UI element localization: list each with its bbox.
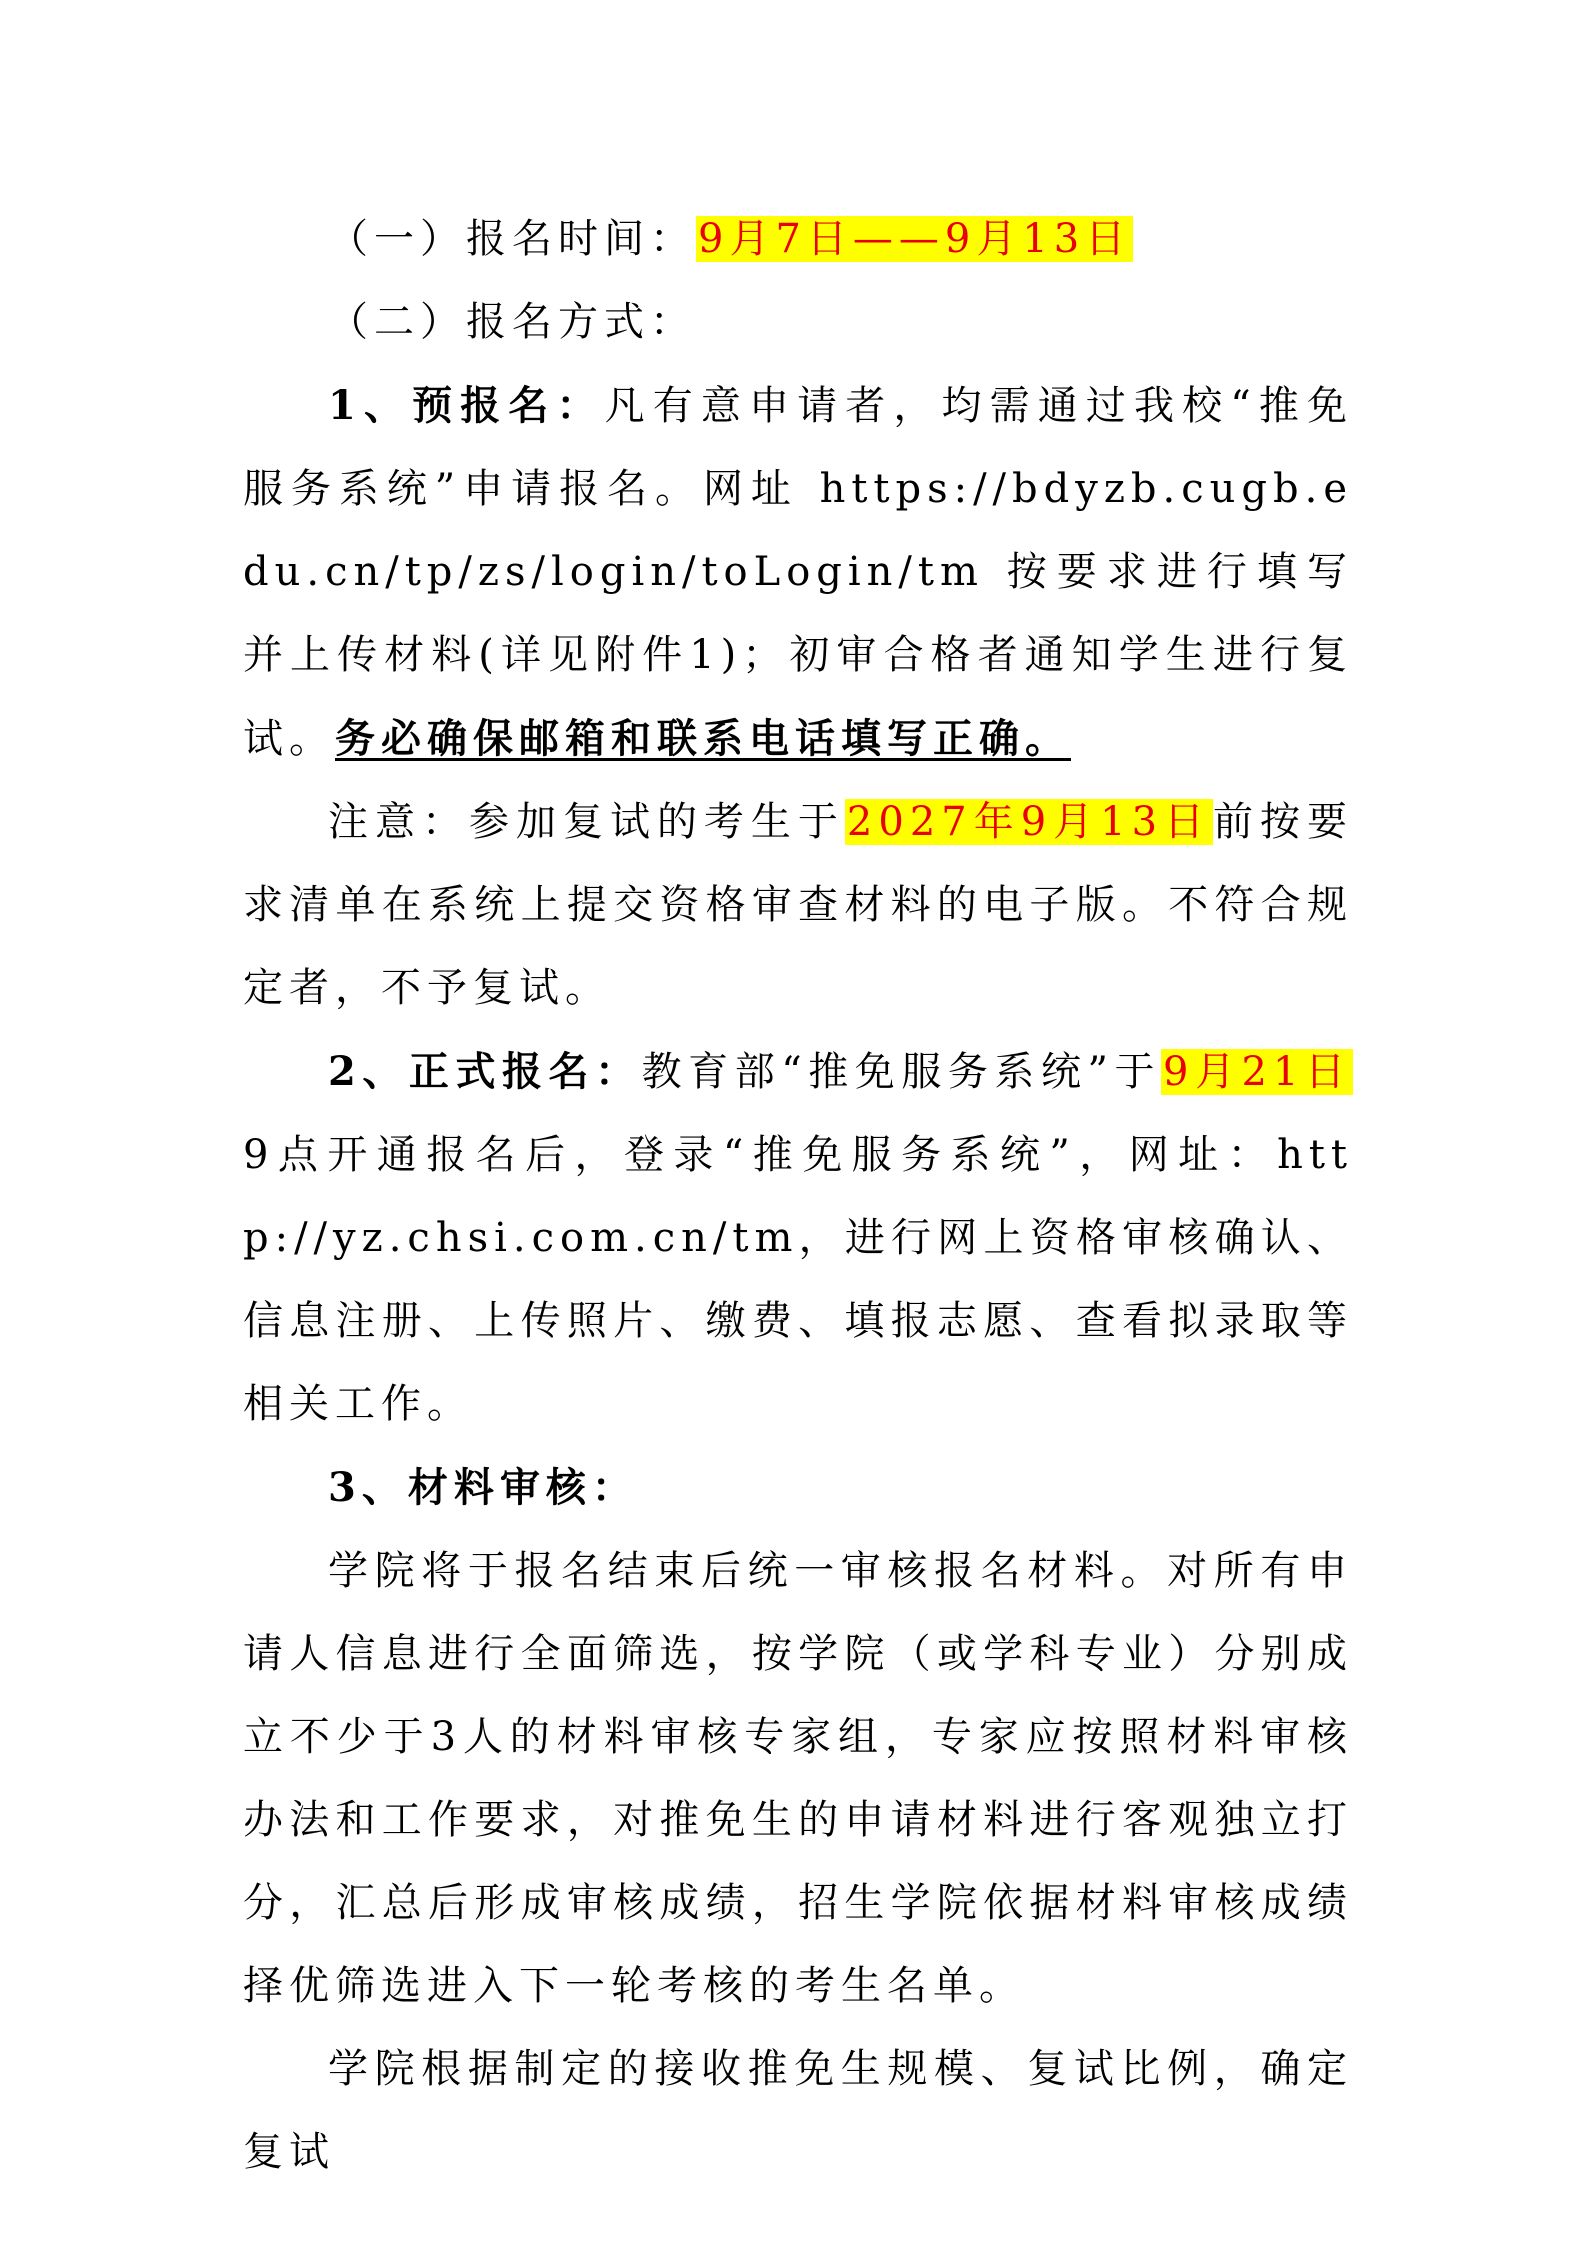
pre-registration-url-link[interactable]: https://bdyzb.cugb.edu.cn/tp/zs/login/toLogin/tm [243,466,1353,595]
formal-registration-paragraph [243,1030,1353,1446]
note-paragraph [243,781,1353,1030]
retest-paragraph: 学院根据制定的接收推免生规模、复试比例，确定复试 [243,2046,1353,2175]
material-review-paragraph: 学院将于报名结束后统一审核报名材料。对所有申请人信息进行全面筛选，按学院（或学科专业）分别成立不少于3人的材料审核专家组，专家应按照材料审核办法和工作要求，对推免生的申请材料进行客观独立打分，汇总后形成审核成绩，招生学院依据材料审核成绩择优筛选进入下一轮考核的考生名单。 [243,1548,1353,2009]
registration-time-label: （一）报名时间： [328,216,696,262]
registration-time-dates: 9月7日——9月13日 [698,216,1132,262]
formal-registration-text-c: ，进行网上资格审核确认、信息注册、上传照片、缴费、填报志愿、查看拟录取等相关工作。 [243,1215,1353,1427]
pre-registration-text-a: 凡有意申请者，均需通过我校“推免服务系统”申请报名。网址 [243,383,1353,512]
formal-registration-text-a: 教育部“推免服务系统”于 [641,1049,1162,1095]
formal-registration-title: 2、正式报名： [328,1048,642,1095]
note-deadline-date: 2027年9月13日 [846,799,1212,845]
formal-registration-text-b: 9点开通报名后，登录“推免服务系统”，网址： [243,1132,1278,1178]
note-prefix: 注意：参加复试的考生于 [328,799,845,845]
material-review-heading [243,1446,1353,1530]
formal-registration-date: 9月21日 [1163,1049,1351,1095]
registration-method-label: （二）报名方式： [328,299,696,345]
pre-registration-emphasis: 务必确保邮箱和联系电话填写正确。 [335,715,1071,762]
pre-registration-paragraph [243,364,1353,781]
pre-registration-text-b: 按要求进行填写并上传材料(详见附件1)；初审合格者通知学生进行复试。 [243,549,1353,762]
pre-registration-title: 1、预报名： [328,382,605,429]
material-review-title: 3、材料审核： [328,1464,638,1511]
note-suffix: 前按要求清单在系统上提交资格审查材料的电子版。不符合规定者，不予复试。 [243,799,1354,1011]
registration-method-heading [243,281,1353,364]
document-body [243,198,1353,2194]
registration-time-line [243,198,1353,281]
formal-registration-url-link[interactable]: http://yz.chsi.com.cn/tm [243,1132,1353,1261]
